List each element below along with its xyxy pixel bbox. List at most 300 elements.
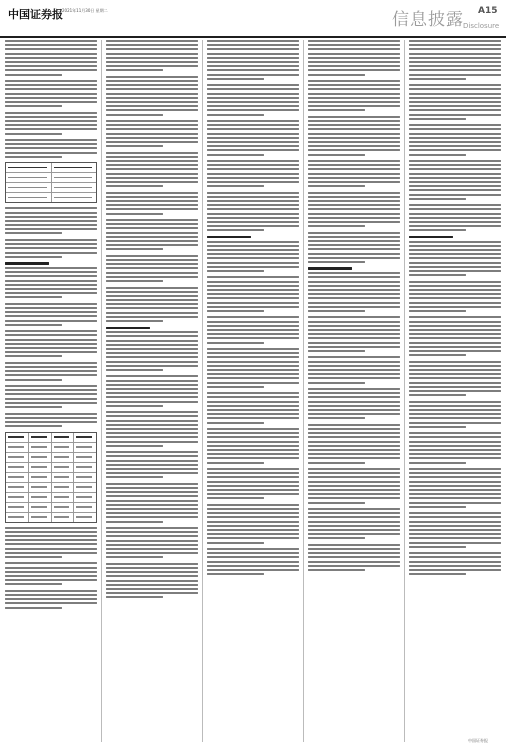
text-line [409, 53, 501, 55]
text-line [308, 84, 400, 86]
text-line [207, 462, 264, 464]
text-line [308, 342, 400, 344]
text-line [106, 468, 198, 470]
text-line [409, 333, 501, 335]
text-line [409, 533, 501, 535]
table-row [6, 503, 96, 513]
text-line [308, 468, 400, 470]
text-line [207, 204, 299, 206]
text-line [5, 65, 97, 67]
text-line [409, 409, 501, 411]
text-line [207, 401, 299, 403]
text-line [106, 432, 198, 434]
text-line [106, 307, 198, 309]
text-line [409, 493, 501, 495]
text-line [106, 208, 198, 210]
text-line [5, 216, 97, 218]
text-line [5, 124, 97, 126]
text-line [308, 321, 400, 323]
text-line [308, 533, 400, 535]
text-line [5, 531, 97, 533]
data-table [5, 432, 97, 523]
text-line [308, 405, 400, 407]
text-line [409, 497, 501, 499]
table-cell [52, 453, 75, 462]
text-line [207, 310, 264, 312]
table-cell [52, 503, 75, 512]
table-cell [52, 163, 97, 172]
text-line [207, 573, 264, 575]
text-line [308, 388, 400, 390]
text-line [308, 350, 365, 352]
text-line [106, 464, 198, 466]
table-cell [6, 503, 29, 512]
text-line [409, 285, 501, 287]
text-line [409, 249, 501, 251]
table-cell [52, 173, 97, 182]
text-line [308, 552, 400, 554]
text-line [308, 177, 400, 179]
text-line [106, 128, 198, 130]
text-line [106, 160, 198, 162]
table-cell [74, 503, 96, 512]
text-line [308, 413, 400, 415]
text-line [207, 276, 299, 278]
text-line [207, 262, 299, 264]
text-line [409, 537, 501, 539]
text-line [409, 217, 501, 219]
text-line [106, 280, 163, 282]
text-line [308, 145, 400, 147]
text-line [308, 485, 400, 487]
text-line [409, 149, 501, 151]
text-line [308, 512, 400, 514]
text-line [409, 485, 501, 487]
text-line [106, 263, 198, 265]
text-line [207, 569, 299, 571]
text-line [207, 552, 299, 554]
text-line [207, 521, 299, 523]
article-column-3 [207, 40, 299, 742]
text-line [207, 149, 299, 151]
text-line [308, 453, 400, 455]
text-line [207, 57, 299, 59]
text-line [409, 270, 501, 272]
text-line [308, 325, 400, 327]
text-line [308, 462, 365, 464]
text-line [409, 69, 501, 71]
text-line [207, 329, 299, 331]
text-line [308, 521, 400, 523]
text-line [207, 386, 264, 388]
text-line [106, 48, 198, 50]
text-line [5, 40, 97, 42]
table-cell [74, 453, 96, 462]
article-column-4 [308, 40, 400, 742]
text-line [207, 145, 299, 147]
text-line [409, 310, 466, 312]
text-line [106, 61, 198, 63]
table-cell [6, 443, 29, 452]
text-line [5, 535, 97, 537]
text-line [207, 241, 299, 243]
text-line [106, 44, 198, 46]
text-line [409, 546, 466, 548]
text-line [106, 563, 198, 565]
text-line [308, 289, 400, 291]
text-line [409, 462, 466, 464]
data-table [5, 162, 97, 203]
article-column-5 [409, 40, 501, 742]
text-line [308, 225, 365, 227]
text-line [308, 53, 400, 55]
text-line [409, 386, 501, 388]
text-line [207, 105, 299, 107]
text-line [207, 221, 299, 223]
text-line [409, 189, 501, 191]
text-line [308, 428, 400, 430]
text-line [409, 128, 501, 130]
text-line [106, 120, 198, 122]
text-line [308, 569, 365, 571]
text-line [308, 105, 400, 107]
table-cell [74, 443, 96, 452]
text-line [308, 537, 365, 539]
text-line [207, 472, 299, 474]
text-line [409, 565, 501, 567]
text-line [106, 460, 198, 462]
text-line [207, 468, 299, 470]
text-line [106, 552, 198, 554]
text-line [5, 571, 97, 573]
text-line [409, 289, 501, 291]
text-line [207, 493, 299, 495]
text-line [207, 84, 299, 86]
text-line [409, 160, 501, 162]
text-line [409, 302, 501, 304]
text-line [5, 57, 97, 59]
column-divider [202, 40, 203, 742]
text-line [106, 320, 163, 322]
text-line [106, 424, 198, 426]
text-line [5, 97, 97, 99]
text-line [409, 506, 466, 508]
text-line [106, 436, 198, 438]
column-divider [101, 40, 102, 742]
table-row [6, 463, 96, 473]
text-line [5, 252, 97, 254]
text-line [5, 355, 62, 357]
text-line [308, 409, 400, 411]
text-line [106, 204, 198, 206]
table-cell [6, 183, 52, 192]
text-line [106, 535, 198, 537]
text-line [207, 369, 299, 371]
text-line [409, 377, 501, 379]
text-line [207, 489, 299, 491]
text-line [106, 276, 198, 278]
text-line [409, 194, 501, 196]
text-line [106, 428, 198, 430]
text-line [106, 80, 198, 82]
text-line [5, 330, 97, 332]
text-line [106, 420, 198, 422]
text-line [308, 333, 400, 335]
text-line [106, 84, 198, 86]
table-cell [29, 483, 52, 492]
text-line [106, 156, 198, 158]
text-line [207, 485, 299, 487]
table-cell [29, 513, 52, 522]
text-line [409, 476, 501, 478]
text-line [207, 556, 299, 558]
text-line [106, 287, 198, 289]
text-line [106, 267, 198, 269]
text-line [207, 168, 299, 170]
text-line [207, 249, 299, 251]
text-line [5, 143, 97, 145]
table-row [6, 483, 96, 493]
text-line [409, 561, 501, 563]
table-cell [52, 443, 75, 452]
text-line [308, 116, 400, 118]
text-line [5, 402, 97, 404]
text-line [106, 331, 198, 333]
text-line [308, 382, 365, 384]
text-line [308, 109, 365, 111]
text-line [207, 185, 264, 187]
text-line [409, 266, 501, 268]
text-line [409, 253, 501, 255]
text-line [5, 343, 97, 345]
text-line [207, 361, 299, 363]
text-line [106, 504, 198, 506]
text-line [409, 432, 501, 434]
text-line [5, 296, 62, 298]
text-line [409, 154, 466, 156]
text-line [106, 571, 198, 573]
table-cell [6, 163, 52, 172]
text-line [207, 516, 299, 518]
table-cell [52, 483, 75, 492]
text-line [106, 97, 198, 99]
text-line [106, 483, 198, 485]
text-line [409, 306, 501, 308]
text-line [409, 137, 501, 139]
text-line [207, 316, 299, 318]
text-line [106, 521, 163, 523]
text-line [308, 181, 400, 183]
text-line [409, 365, 501, 367]
text-line [409, 44, 501, 46]
text-line [5, 579, 97, 581]
text-line [207, 213, 299, 215]
text-line [207, 497, 264, 499]
text-line [308, 502, 365, 504]
text-line [308, 329, 400, 331]
text-line [207, 289, 299, 291]
text-line [207, 373, 299, 375]
text-line [5, 247, 97, 249]
text-line [207, 137, 299, 139]
table-cell [29, 503, 52, 512]
table-cell [74, 493, 96, 502]
text-line [308, 508, 400, 510]
text-line [5, 339, 97, 341]
text-line [5, 527, 97, 529]
text-line [106, 365, 198, 367]
text-line [5, 389, 97, 391]
text-line [5, 385, 97, 387]
text-line [106, 548, 198, 550]
text-line [308, 204, 400, 206]
text-line [409, 369, 501, 371]
text-line [409, 457, 501, 459]
text-line [308, 160, 400, 162]
text-line [207, 225, 299, 227]
text-line [106, 299, 198, 301]
text-line [5, 562, 97, 564]
text-line [409, 449, 501, 451]
text-line [5, 351, 97, 353]
text-line [409, 436, 501, 438]
table-cell [52, 193, 97, 202]
text-line [5, 393, 97, 395]
text-line [106, 259, 198, 261]
text-line [409, 521, 501, 523]
text-line [106, 340, 198, 342]
table-cell [6, 173, 52, 182]
text-line [308, 417, 365, 419]
text-line [5, 347, 97, 349]
text-line [308, 137, 400, 139]
text-line [207, 325, 299, 327]
text-line [5, 583, 62, 585]
text-line [5, 292, 97, 294]
text-line [409, 502, 501, 504]
text-line [207, 356, 299, 358]
text-line [308, 261, 365, 263]
text-line [207, 405, 299, 407]
text-line [5, 152, 97, 154]
section-title: 信息披露 [392, 10, 464, 30]
text-line [106, 185, 163, 187]
text-line [308, 168, 400, 170]
text-line [409, 109, 501, 111]
text-line [5, 406, 62, 408]
text-line [106, 236, 198, 238]
text-line [106, 512, 198, 514]
text-line [106, 88, 198, 90]
text-line [207, 417, 299, 419]
text-line [409, 57, 501, 59]
text-line [106, 76, 198, 78]
table-cell [6, 473, 29, 482]
text-line [409, 241, 501, 243]
text-line [308, 472, 400, 474]
text-line [207, 453, 299, 455]
text-line [5, 602, 97, 604]
text-line [106, 580, 198, 582]
text-line [5, 303, 97, 305]
text-line [207, 365, 299, 367]
text-line [207, 333, 299, 335]
text-line [5, 548, 97, 550]
text-line [308, 61, 400, 63]
text-line [409, 472, 501, 474]
text-line [308, 293, 400, 295]
text-line [409, 361, 501, 363]
text-line [308, 373, 400, 375]
text-line [308, 44, 400, 46]
text-line [207, 44, 299, 46]
text-line [308, 346, 400, 348]
text-line [207, 476, 299, 478]
text-line [207, 74, 299, 76]
table-row [6, 513, 96, 522]
text-line [106, 248, 163, 250]
text-line [5, 243, 97, 245]
table-cell [29, 433, 52, 442]
text-line [106, 476, 163, 478]
text-line [308, 217, 400, 219]
table-cell [52, 493, 75, 502]
text-line [207, 270, 264, 272]
table-cell [52, 513, 75, 522]
text-line [207, 529, 299, 531]
text-line [5, 288, 97, 290]
text-line [5, 212, 97, 214]
text-line [106, 291, 198, 293]
text-line [207, 253, 299, 255]
text-line [5, 147, 97, 149]
text-line [207, 481, 299, 483]
text-line [308, 173, 400, 175]
text-line [207, 321, 299, 323]
text-line [308, 48, 400, 50]
text-line [308, 337, 400, 339]
text-line [106, 441, 198, 443]
text-line [106, 133, 198, 135]
section-heading-line [409, 236, 453, 239]
text-line [207, 377, 299, 379]
text-line [5, 590, 97, 592]
section-heading-line [308, 267, 352, 270]
text-line [409, 40, 501, 42]
text-line [5, 80, 97, 82]
text-line [106, 588, 198, 590]
text-line [308, 120, 400, 122]
text-line [106, 556, 163, 558]
text-line [106, 109, 198, 111]
table-cell [52, 463, 75, 472]
text-line [308, 240, 400, 242]
text-line [409, 133, 501, 135]
text-line [106, 255, 198, 257]
table-cell [6, 193, 52, 202]
text-line [409, 573, 466, 575]
text-line [308, 525, 400, 527]
text-line [207, 78, 264, 80]
text-line [207, 561, 299, 563]
text-line [308, 65, 400, 67]
text-line [207, 436, 299, 438]
text-line [5, 112, 97, 114]
text-line [106, 69, 163, 71]
text-line [106, 137, 198, 139]
text-line [308, 310, 365, 312]
text-line [409, 221, 501, 223]
